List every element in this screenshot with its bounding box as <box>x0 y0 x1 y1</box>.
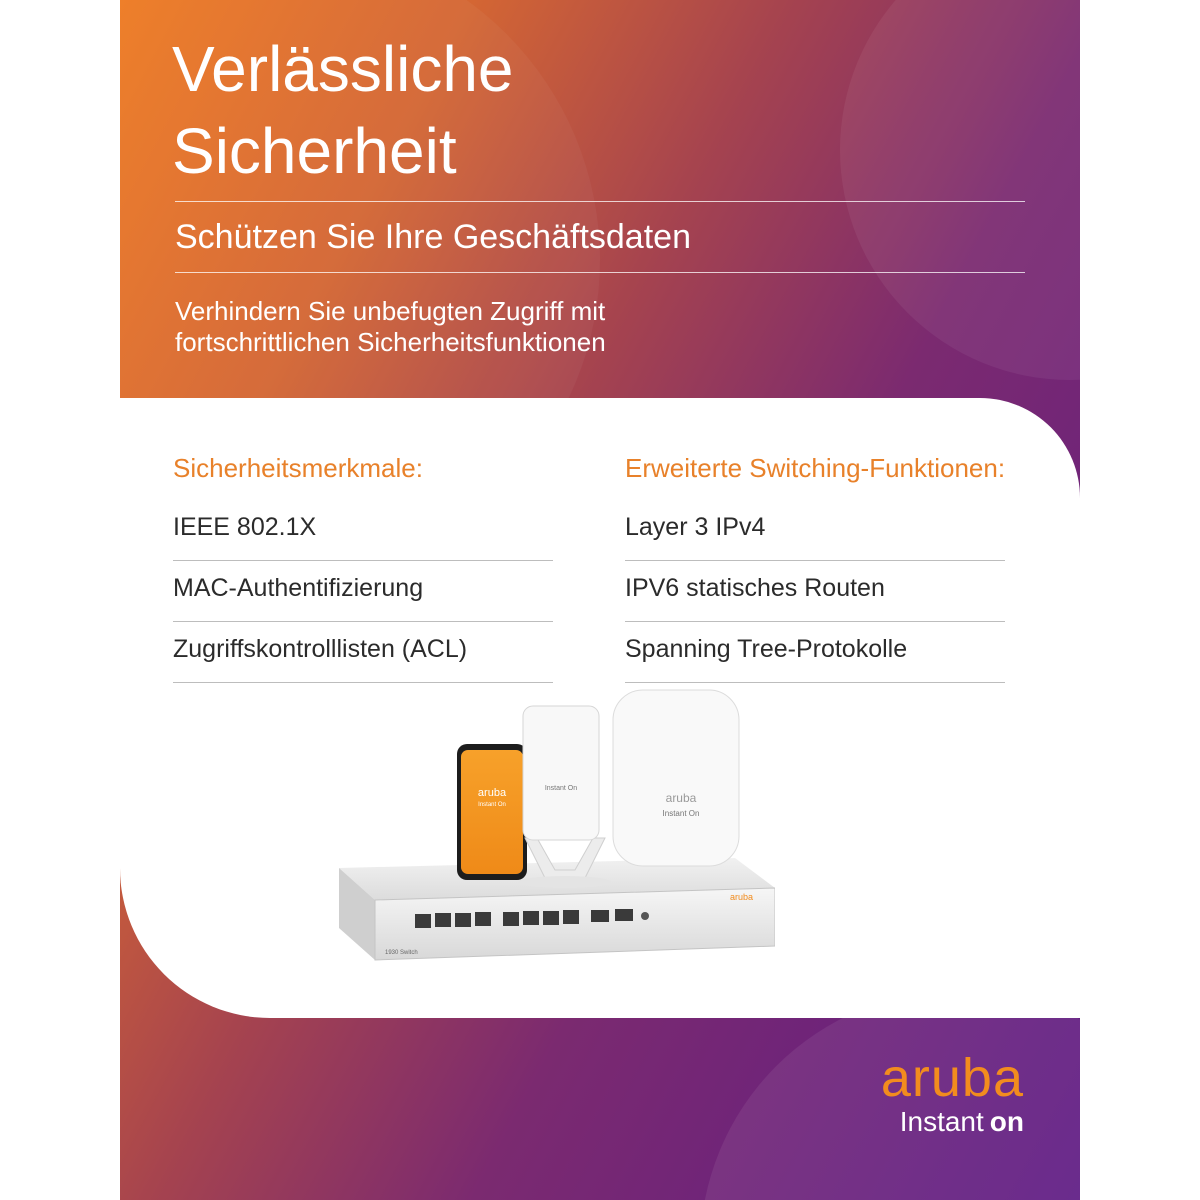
ceiling-access-point <box>613 690 739 866</box>
switching-heading: Erweiterte Switching-Funktionen: <box>625 453 1006 483</box>
switch-logo: aruba <box>730 892 754 902</box>
feature-card <box>120 398 1080 1018</box>
ap-logo: aruba <box>665 791 697 805</box>
phone-sub: Instant On <box>478 802 506 808</box>
divider <box>175 272 1025 273</box>
smartphone <box>457 744 527 880</box>
divider <box>175 201 1025 202</box>
power-on-icon: on <box>989 1106 1024 1137</box>
switch-model: 1930 Switch <box>385 950 418 956</box>
page-title <box>172 28 1032 192</box>
brand-tagline-text: Instant <box>899 1106 984 1137</box>
feature-item: Layer 3 IPv4 <box>625 500 1005 561</box>
feature-item: Zugriffskontrolllisten (ACL) <box>173 622 553 683</box>
ap-sub: Instant On <box>662 809 700 818</box>
phone-logo: aruba <box>477 787 507 799</box>
product-image <box>335 688 775 988</box>
feature-item: Spanning Tree-Protokolle <box>625 622 1005 683</box>
description-line-2: fortschrittlichen Sicherheitsfunktionen <box>175 327 606 357</box>
description-line-1: Verhindern Sie unbefugten Zugriff mit <box>175 296 606 326</box>
description <box>175 296 975 358</box>
subtitle: Schützen Sie Ihre Geschäftsdaten <box>175 218 691 256</box>
hero-panel <box>120 0 1080 1200</box>
title-line-1: Verlässliche <box>172 33 514 105</box>
feature-item: IEEE 802.1X <box>173 500 553 561</box>
security-column <box>173 450 553 683</box>
title-line-2: Sicherheit <box>172 115 457 187</box>
brand-wordmark: aruba <box>880 1048 1024 1108</box>
security-heading: Sicherheitsmerkmale: <box>173 453 423 483</box>
feature-item: IPV6 statisches Routen <box>625 561 1005 622</box>
switching-column <box>625 450 1055 683</box>
wall-access-point <box>519 706 611 888</box>
brand-tagline <box>881 1106 1024 1138</box>
ap-wall-label: Instant On <box>544 785 578 792</box>
brand-logo <box>881 1050 1024 1138</box>
feature-item: MAC-Authentifizierung <box>173 561 553 622</box>
